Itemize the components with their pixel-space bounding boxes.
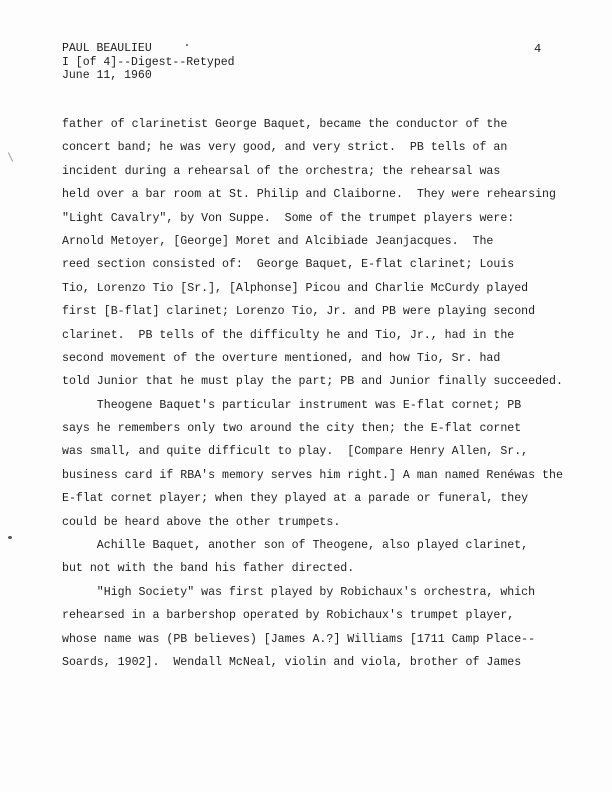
text-line: held over a bar room at St. Philip and Claiborne. They were rehearsing [62,188,556,202]
scan-artifact [8,152,13,161]
text-line: father of clarinetist George Baquet, became the conductor of the [62,118,508,131]
text-line: concert band; he was very good, and very strict. PB tells of an [62,141,508,155]
transcript-body [62,113,602,674]
text-line: told Junior that he must play the part; PB and Junior finally succeeded. [62,375,563,389]
text-line: Theogene Baquet's particular instrument was E-flat cornet; PB [62,398,522,412]
text-line: rehearsed in a barbershop operated by Robichaux's trumpet player, [62,609,515,623]
text-line: E-flat cornet player; when they played at a parade or funeral, they [62,492,529,506]
page-number: 4 [534,42,542,56]
text-line: reed section consisted of: George Baquet, E-flat clarinet; Louis [62,258,515,272]
text-line: "High Society" was first played by Robichaux's orchestra, which [62,585,536,599]
text-line: "Light Cavalry", by Von Suppe. Some of the trumpet players were: [62,211,515,225]
text-line: second movement of the overture mentioned, and how Tio, Sr. had [62,351,501,365]
text-line: whose name was (PB believes) [James A.?] Williams [1711 Camp Place-- [62,632,536,646]
text-line: but not with the band his father directed. [62,562,355,576]
header-digest-label: I [of 4]--Digest--Retyped [62,55,235,69]
text-line: Achille Baquet, another son of Theogene, also played clarinet, [62,539,529,553]
text-line: says he remembers only two around the city then; the E-flat cornet [62,422,522,436]
text-line: business card if RBA's memory serves him right.] A man named Renéwas the [62,468,563,482]
text-line: incident during a rehearsal of the orchestra; the rehearsal was [62,164,501,178]
text-line: clarinet. PB tells of the difficulty he and Tio, Jr., had in the [62,328,515,342]
text-line: Tio, Lorenzo Tio [Sr.], [Alphonse] Picou and Charlie McCurdy played [62,281,529,295]
document-header [62,42,235,83]
ink-speck [186,44,188,46]
ink-speck [8,536,12,539]
text-line: Soards, 1902]. Wendall McNeal, violin and viola, brother of James [62,655,522,669]
header-date: June 11, 1960 [62,69,152,82]
text-line: was small, and quite difficult to play. [Compare Henry Allen, Sr., [62,445,529,459]
header-author: PAUL BEAULIEU [62,42,152,55]
text-line: Arnold Metoyer, [George] Moret and Alcibiade Jeanjacques. The [62,234,494,248]
text-line: first [B-flat] clarinet; Lorenzo Tio, Jr. and PB were playing second [62,305,536,319]
text-line: could be heard above the other trumpets. [62,515,341,529]
